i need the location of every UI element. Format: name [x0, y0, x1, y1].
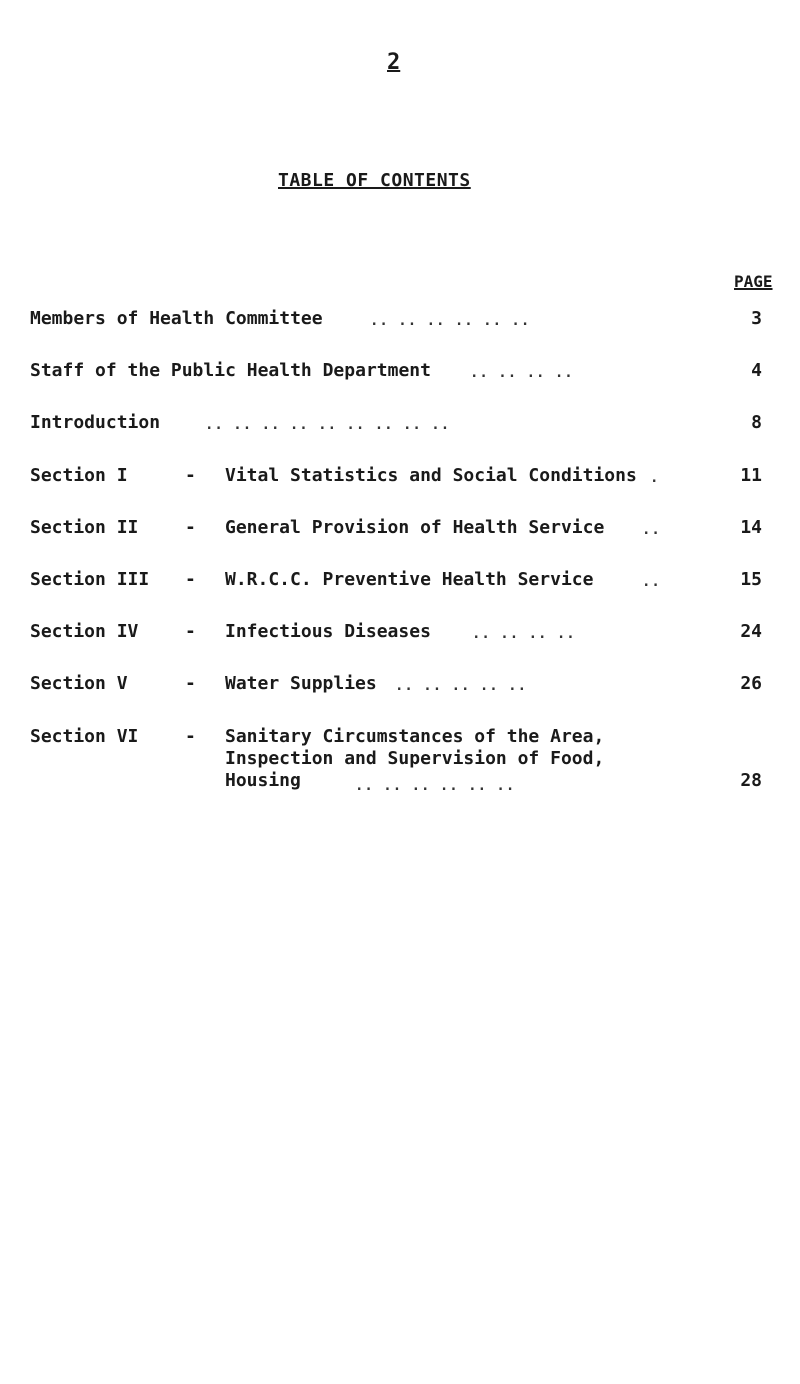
leader-dots: .: [650, 470, 660, 486]
entry-dash: -: [185, 465, 196, 486]
entry-title: General Provision of Health Service: [225, 517, 605, 538]
entry-title: Vital Statistics and Social Conditions: [225, 465, 637, 486]
leader-dots: .. .. .. .. .. ..: [355, 778, 516, 794]
toc-entry-section-3[interactable]: [0, 569, 800, 599]
leader-dots: ..: [642, 574, 661, 590]
entry-dash: -: [185, 726, 196, 747]
leader-dots: .. .. .. .. .. ..: [370, 313, 531, 329]
entry-label: Members of Health Committee: [30, 308, 323, 329]
leader-dots: ..: [642, 522, 661, 538]
leader-dots: .. .. .. .. ..: [395, 678, 528, 694]
entry-label: Section II: [30, 517, 139, 538]
entry-label: Section IV: [30, 621, 139, 642]
entry-label: Section V: [30, 673, 128, 694]
page-title: TABLE OF CONTENTS: [278, 170, 471, 191]
leader-dots: .. .. .. .. .. .. .. .. ..: [205, 417, 451, 433]
entry-page: 4: [751, 360, 762, 381]
entry-title: Infectious Diseases: [225, 621, 431, 642]
entry-page: 26: [740, 673, 762, 694]
entry-label: Staff of the Public Health Department: [30, 360, 431, 381]
entry-page: 24: [740, 621, 762, 642]
entry-page: 11: [740, 465, 762, 486]
entry-page: 15: [740, 569, 762, 590]
entry-page: 28: [740, 770, 762, 791]
toc-entry-section-1[interactable]: [0, 465, 800, 495]
entry-dash: -: [185, 517, 196, 538]
leader-dots: .. .. .. ..: [470, 365, 574, 381]
leader-dots: .. .. .. ..: [472, 626, 576, 642]
entry-dash: -: [185, 569, 196, 590]
toc-entry-section-6[interactable]: [0, 726, 800, 796]
toc-entry-staff[interactable]: [0, 360, 800, 390]
page-column-heading: PAGE: [734, 272, 773, 291]
entry-page: 8: [751, 412, 762, 433]
toc-entry-members[interactable]: [0, 308, 800, 338]
entry-label: Section III: [30, 569, 150, 590]
toc-entry-section-4[interactable]: [0, 621, 800, 651]
entry-title-line-3: Housing: [225, 770, 301, 791]
entry-dash: -: [185, 621, 196, 642]
toc-entry-introduction[interactable]: [0, 412, 800, 442]
entry-dash: -: [185, 673, 196, 694]
entry-title: Water Supplies: [225, 673, 377, 694]
entry-title: W.R.C.C. Preventive Health Service: [225, 569, 594, 590]
page-number: 2: [387, 50, 401, 75]
entry-label: Section VI: [30, 726, 139, 747]
entry-label: Section I: [30, 465, 128, 486]
entry-page: 14: [740, 517, 762, 538]
entry-label: Introduction: [30, 412, 161, 433]
toc-entry-section-5[interactable]: [0, 673, 800, 703]
entry-title-line-2: Inspection and Supervision of Food,: [225, 748, 605, 769]
toc-entry-section-2[interactable]: [0, 517, 800, 547]
entry-title-line-1: Sanitary Circumstances of the Area,: [225, 726, 605, 747]
entry-page: 3: [751, 308, 762, 329]
